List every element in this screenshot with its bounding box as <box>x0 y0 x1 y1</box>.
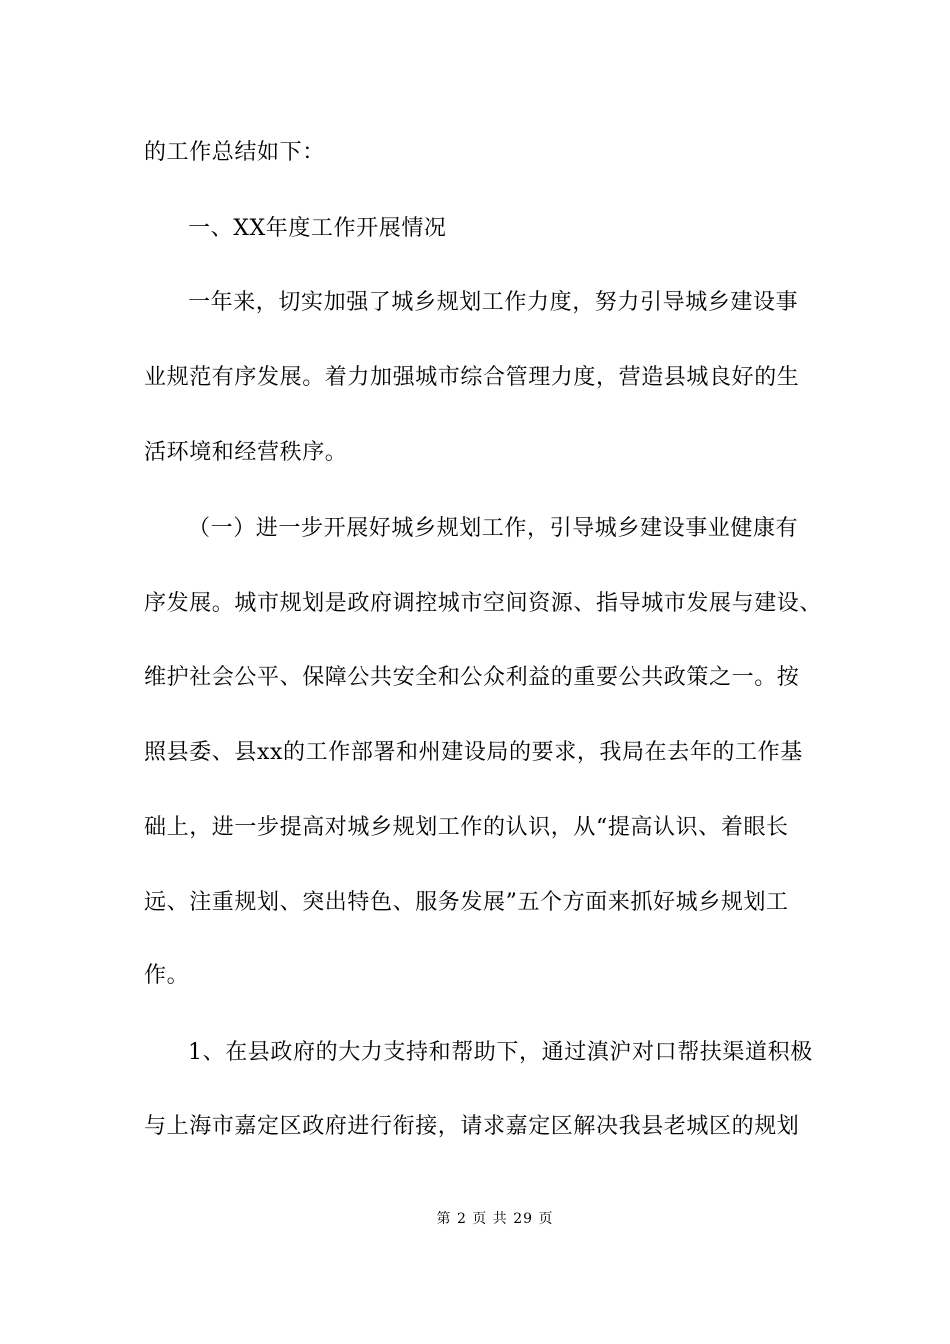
text-line: 一年来，切实加强了城乡规划工作力度，努力引导城乡建设事 <box>188 290 799 315</box>
text-line: 照县委、县xx的工作部署和州建设局的要求，我局在去年的工作基 <box>144 740 803 765</box>
subsection-heading: （一）进一步开展好城乡规划工作，引导城乡建设事业健康有 <box>188 516 799 541</box>
text-line: 的工作总结如下： <box>144 140 325 165</box>
text-line: 1、在县政府的大力支持和帮助下，通过滇沪对口帮扶渠道积极 <box>188 1040 813 1065</box>
text-line: 远、注重规划、突出特色、服务发展”五个方面来抓好城乡规划工 <box>144 890 789 915</box>
text-line: 础上，进一步提高对城乡规划工作的认识，从“提高认识、着眼长 <box>144 815 789 840</box>
section-heading: 一、XX年度工作开展情况 <box>188 216 447 241</box>
text-line: 作。 <box>144 963 190 988</box>
text-line: 活环境和经营秩序。 <box>144 440 348 465</box>
text-line: 维护社会公平、保障公共安全和公众利益的重要公共政策之一。按 <box>144 665 800 690</box>
text-line: 业规范有序发展。着力加强城市综合管理力度，营造县城良好的生 <box>144 365 800 390</box>
text-line: 与上海市嘉定区政府进行衔接，请求嘉定区解决我县老城区的规划 <box>144 1114 800 1139</box>
text-line: 序发展。城市规划是政府调控城市空间资源、指导城市发展与建设、 <box>144 591 823 616</box>
page-number-footer: 第 2 页 共 29 页 <box>436 1211 554 1227</box>
